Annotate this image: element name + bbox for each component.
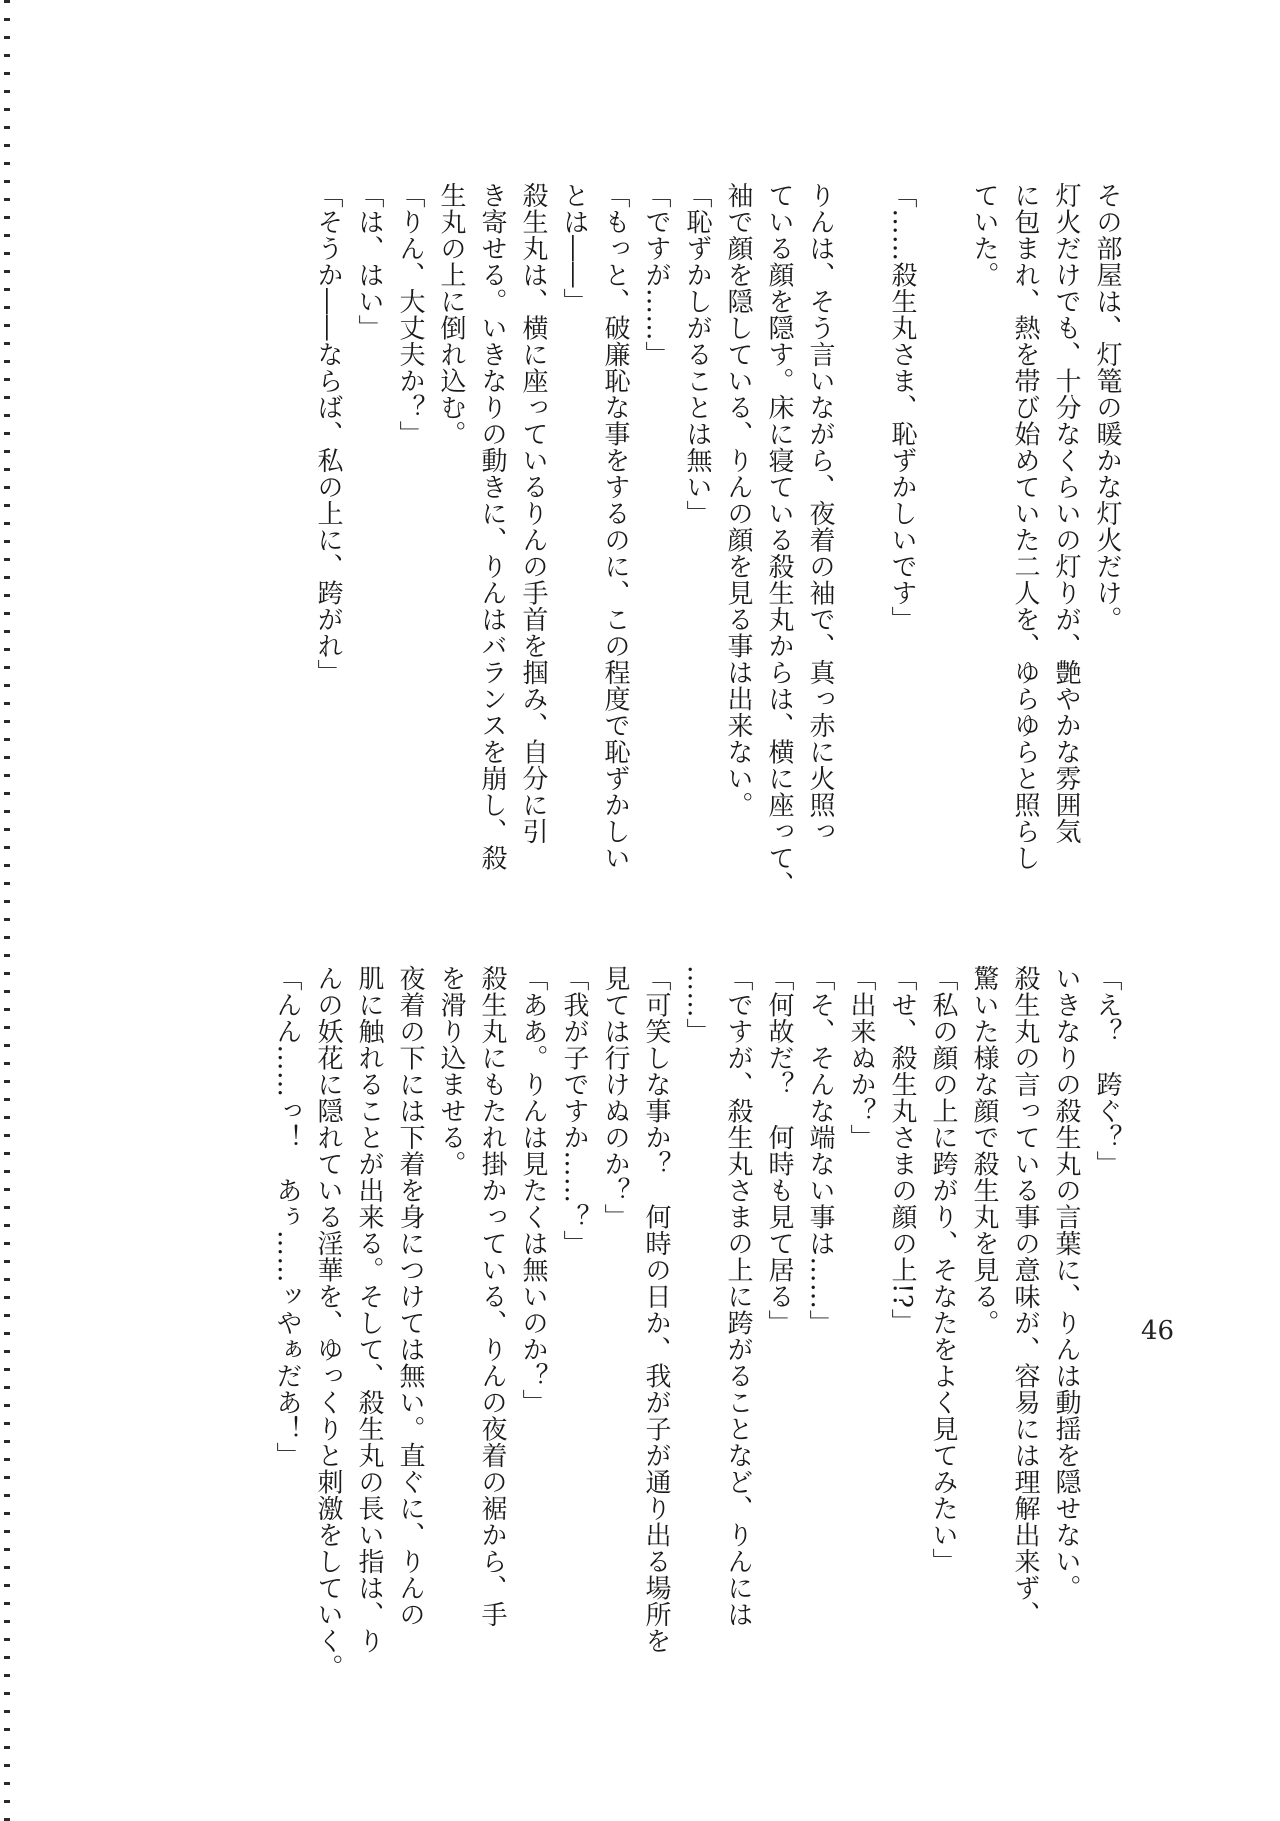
page-number: 46 — [1141, 1316, 1175, 1346]
text-block-upper: その部屋は、灯篭の暖かな灯火だけ。 灯火だけでも、十分なくらいの灯りが、艶やかな雰囲気 に包まれ、熱を帯び始めていた二人を、ゆらゆらと照らし ていた。 「……殺生丸さま、恥ずかしいです」 りんは、そう言いながら、夜着の袖で、真っ赤に火照っ ている顔を隠す。床に寝ている殺生丸からは、横に座って、 袖で顔を隠している、りんの顔を見る事は出来ない。 「恥ずかしがることは無い」 「ですが……」 「もっと、破廉恥な事をするのに、この程度で恥ずかしい とは――」 殺生丸は、横に座っているりんの手首を掴み、自分に引 き寄せる。いきなりの動きに、りんはバランスを崩し、殺 生丸の上に倒れ込む。 「りん、大丈夫か？」 「は、はい」 「そうか――ならば、私の上に、跨がれ」 — [313, 182, 1122, 898]
page-binding-edge — [0, 0, 14, 1821]
text-block-lower: 「え？ 跨ぐ？」 いきなりの殺生丸の言葉に、りんは動揺を隠せない。 殺生丸の言っている事の意味が、容易には理解出来ず、 驚いた様な顔で殺生丸を見る。 「私の顔の上に跨がり、そなたをよく見てみたい」 「せ、殺生丸さまの顔の上!?」 「出来ぬか？」 「そ、そんな端ない事は……」 「何故だ？ 何時も見て居る」 「ですが、殺生丸さまの上に跨がることなど、りんには ……」 「可笑しな事か？ 何時の日か、我が子が通り出る場所を 見ては行けぬのか？」 「我が子ですか……？」 「ああ。りんは見たくは無いのか？」 殺生丸にもたれ掛かっている、りんの夜着の裾から、手 を滑り込ませる。 夜着の下には下着を身につけては無い。直ぐに、りんの 肌に触れることが出来る。そして、殺生丸の長い指は、り んの妖花に隠れている淫華を、ゆっくりと刺激をしていく。 「んん……っ！ あぅ……ッやぁだあ！」 — [272, 965, 1122, 1681]
